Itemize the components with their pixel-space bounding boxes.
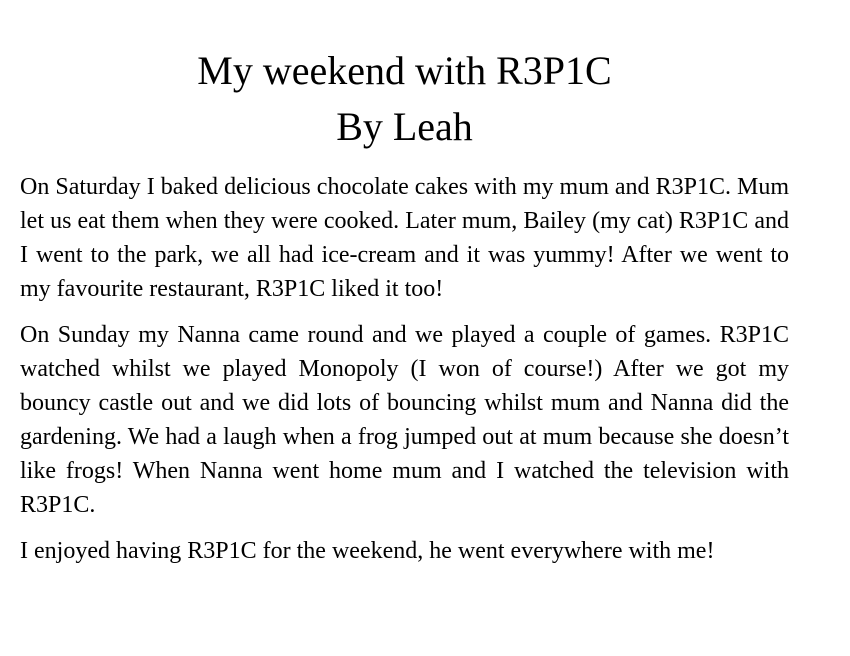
- paragraph-sunday: On Sunday my Nanna came round and we played a couple of games. R3P1C watched whilst we played Monopoly (I won of course!) After we got my bouncy castle out and we did lots of bouncing whilst mum and Nanna did the gardening. We had a laugh when a frog jumped out at mum because she doesn’t like frogs! When Nanna went home mum and I watched the television with R3P1C.: [20, 322, 789, 518]
- document-byline: By Leah: [336, 104, 473, 149]
- document-title: My weekend with R3P1C: [197, 48, 612, 93]
- document-page: [20, 0, 789, 568]
- paragraph-saturday: On Saturday I baked delicious chocolate cakes with my mum and R3P1C. Mum let us eat them when they were cooked. Later mum, Bailey (my cat) R3P1C and I went to the park, we all had ice-cream and it was yummy! After we went to my favourite restaurant, R3P1C liked it too!: [20, 174, 789, 302]
- paragraph-conclusion: I enjoyed having R3P1C for the weekend, he went everywhere with me!: [20, 538, 715, 564]
